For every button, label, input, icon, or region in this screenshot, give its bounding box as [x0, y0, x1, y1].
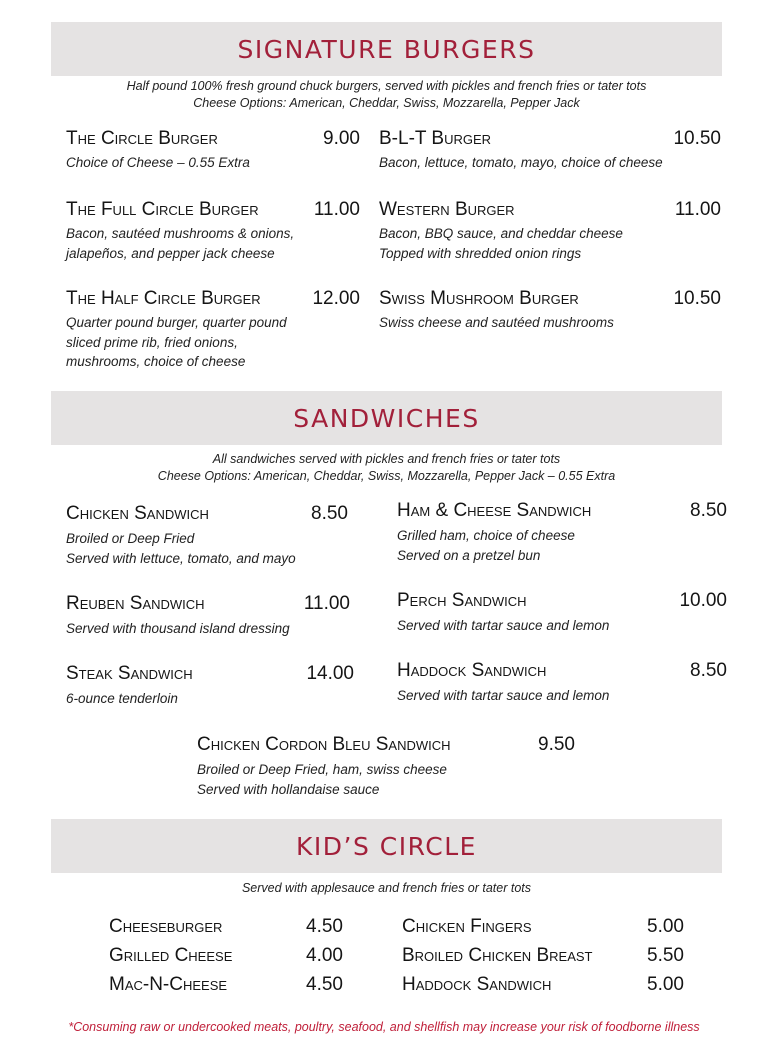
intro-line: Cheese Options: American, Cheddar, Swiss, Mozzarella, Pepper Jack: [193, 96, 580, 110]
item-name: Haddock Sandwich: [402, 974, 552, 995]
intro-line: Half pound 100% fresh ground chuck burgers, served with pickles and french fries or tater tots: [126, 79, 647, 93]
burgers-intro: [51, 78, 722, 112]
menu-item: [402, 974, 684, 998]
sandwiches-header: [51, 391, 722, 445]
menu-item: [402, 916, 684, 940]
item-price: 8.50: [311, 503, 348, 524]
item-name: Haddock Sandwich: [397, 660, 547, 681]
item-description: Served with hollandaise sauce: [197, 781, 380, 797]
item-description: Choice of Cheese – 0.55 Extra: [66, 155, 250, 170]
menu-item: [379, 128, 721, 170]
menu-item: [66, 128, 360, 170]
section-title: SIGNATURE BURGERS: [237, 34, 536, 64]
item-price: 11.00: [674, 199, 721, 220]
item-name: Grilled Cheese: [109, 945, 233, 966]
item-name: The Circle Burger: [66, 128, 218, 149]
menu-item: [109, 974, 343, 998]
menu-item: [397, 500, 727, 563]
item-name: The Half Circle Burger: [66, 288, 261, 309]
burgers-header: [51, 22, 722, 76]
item-description: mushrooms, choice of cheese: [66, 354, 246, 369]
item-description: jalapeños, and pepper jack cheese: [66, 245, 275, 261]
menu-item: [66, 593, 350, 636]
item-name: Steak Sandwich: [66, 663, 193, 684]
item-description: 6-ounce tenderloin: [66, 691, 178, 706]
item-description: Served with tartar sauce and lemon: [397, 688, 610, 703]
item-description: Swiss cheese and sautéed mushrooms: [379, 315, 614, 330]
item-description: Bacon, BBQ sauce, and cheddar cheese: [379, 226, 623, 241]
item-description: Served with thousand island dressing: [66, 621, 290, 636]
menu-item: [379, 199, 721, 261]
item-price: 4.50: [306, 974, 343, 995]
item-price: 11.00: [303, 593, 350, 614]
menu-item: [197, 734, 575, 797]
item-price: 4.00: [306, 945, 343, 966]
menu-item: [397, 590, 727, 633]
item-name: B-L-T Burger: [379, 128, 492, 149]
item-name: Chicken Fingers: [402, 916, 532, 937]
item-description: sliced prime rib, fried onions,: [66, 334, 238, 350]
item-description: Served with lettuce, tomato, and mayo: [66, 550, 296, 566]
item-name: Broiled Chicken Breast: [402, 945, 593, 966]
item-description: Bacon, lettuce, tomato, mayo, choice of cheese: [379, 155, 663, 170]
item-description: Bacon, sautéed mushrooms & onions,: [66, 226, 295, 241]
item-price: 11.00: [313, 199, 360, 220]
kids-header: [51, 819, 722, 873]
menu-item: [66, 503, 348, 566]
menu-item: [66, 199, 360, 261]
item-price: 5.00: [647, 974, 684, 995]
item-name: Cheeseburger: [109, 916, 223, 937]
item-description: Broiled or Deep Fried, ham, swiss cheese: [197, 762, 447, 777]
item-description: Topped with shredded onion rings: [379, 245, 582, 261]
item-name: Ham & Cheese Sandwich: [397, 500, 592, 521]
item-name: Western Burger: [379, 199, 515, 220]
item-price: 5.50: [647, 945, 684, 966]
item-description: Quarter pound burger, quarter pound: [66, 315, 287, 330]
intro-line: All sandwiches served with pickles and french fries or tater tots: [212, 452, 561, 466]
section-title: SANDWICHES: [293, 403, 480, 433]
item-description: Served with tartar sauce and lemon: [397, 618, 610, 633]
menu-item: [109, 945, 343, 969]
kids-intro: [51, 880, 722, 897]
menu-item: [397, 660, 727, 703]
menu-item: [109, 916, 343, 940]
menu-item: [66, 663, 354, 706]
item-name: Chicken Cordon Bleu Sandwich: [197, 734, 451, 755]
item-price: 12.00: [312, 288, 360, 309]
item-price: 10.00: [679, 590, 727, 611]
intro-line: Served with applesauce and french fries or tater tots: [241, 881, 532, 895]
item-price: 10.50: [673, 288, 721, 309]
item-name: Reuben Sandwich: [66, 593, 205, 614]
menu-item: [402, 945, 684, 969]
section-title: KID’S CIRCLE: [296, 831, 477, 861]
menu-item: [379, 288, 721, 330]
item-price: 4.50: [306, 916, 343, 937]
item-name: Perch Sandwich: [397, 590, 527, 611]
menu-item: [66, 288, 360, 369]
item-price: 10.50: [673, 128, 721, 149]
item-description: Broiled or Deep Fried: [66, 531, 195, 546]
allergy-disclaimer: *Consuming raw or undercooked meats, poultry, seafood, and shellfish may increase your risk of foodborne illness: [68, 1020, 700, 1034]
item-price: 9.00: [323, 128, 360, 149]
item-price: 8.50: [690, 660, 727, 681]
item-name: The Full Circle Burger: [66, 199, 259, 220]
item-name: Swiss Mushroom Burger: [379, 288, 579, 309]
item-price: 9.50: [538, 734, 575, 755]
intro-line: Cheese Options: American, Cheddar, Swiss, Mozzarella, Pepper Jack – 0.55 Extra: [157, 469, 616, 483]
item-price: 5.00: [647, 916, 684, 937]
item-name: Chicken Sandwich: [66, 503, 209, 524]
item-price: 8.50: [690, 500, 727, 521]
item-price: 14.00: [306, 663, 354, 684]
item-description: Grilled ham, choice of cheese: [397, 528, 575, 543]
sandwiches-intro: [51, 451, 722, 485]
item-description: Served on a pretzel bun: [397, 547, 541, 563]
item-name: Mac-N-Cheese: [109, 974, 228, 995]
